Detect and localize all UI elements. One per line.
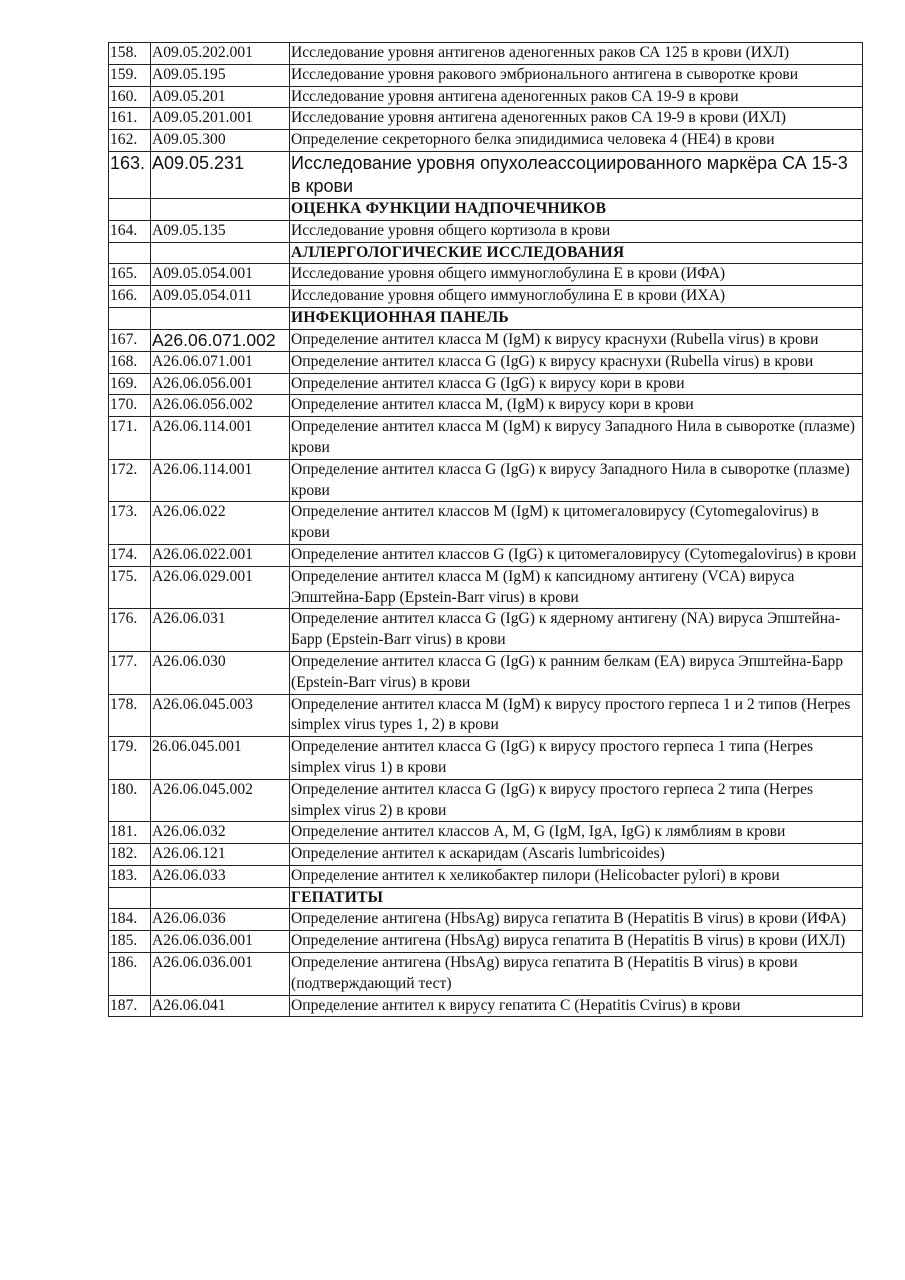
table-row	[109, 108, 863, 130]
row-number: 182.	[109, 844, 151, 866]
service-code: A09.05.054.001	[151, 264, 290, 286]
service-name: Определение антител класса M (IgM) к вирусу простого герпеса 1 и 2 типов (Herpes simplex virus types 1, 2) в крови	[290, 694, 863, 737]
table-row	[109, 694, 863, 737]
service-code: A09.05.201.001	[151, 108, 290, 130]
row-number: 174.	[109, 544, 151, 566]
service-name: Исследование уровня антигена аденогенных раков CA 19-9 в крови (ИХЛ)	[290, 108, 863, 130]
row-number: 168.	[109, 351, 151, 373]
section-title: ГЕПАТИТЫ	[290, 887, 863, 909]
service-code: A09.05.201	[151, 86, 290, 108]
service-code: A26.06.056.001	[151, 373, 290, 395]
row-number: 177.	[109, 651, 151, 694]
service-code: A26.06.032	[151, 822, 290, 844]
table-row	[109, 329, 863, 351]
table-row	[109, 86, 863, 108]
row-number: 171.	[109, 417, 151, 460]
service-code: A09.05.195	[151, 64, 290, 86]
service-code: A09.05.054.011	[151, 286, 290, 308]
service-code: 26.06.045.001	[151, 737, 290, 780]
table-row	[109, 844, 863, 866]
service-code: A26.06.031	[151, 609, 290, 652]
row-number: 176.	[109, 609, 151, 652]
service-code	[151, 198, 290, 220]
row-number: 159.	[109, 64, 151, 86]
service-name: Определение антител к хеликобактер пилори (Helicobacter pylori) в крови	[290, 865, 863, 887]
service-name: Определение антител к аскаридам (Ascaris lumbricoides)	[290, 844, 863, 866]
row-number: 161.	[109, 108, 151, 130]
section-title: ОЦЕНКА ФУНКЦИИ НАДПОЧЕЧНИКОВ	[290, 198, 863, 220]
row-number: 187.	[109, 995, 151, 1017]
section-header-row	[109, 242, 863, 264]
service-name: Определение антител класса G (IgG) к ранним белкам (EA) вируса Эпштейна-Барр (Epstein-Barr virus) в крови	[290, 651, 863, 694]
row-number: 180.	[109, 779, 151, 822]
row-number	[109, 242, 151, 264]
service-code: A26.06.071.002	[151, 329, 290, 351]
section-header-row	[109, 887, 863, 909]
service-name: Определение антител класса M, (IgM) к вирусу кори в крови	[290, 395, 863, 417]
service-code: A26.06.033	[151, 865, 290, 887]
table-row	[109, 351, 863, 373]
table-row	[109, 737, 863, 780]
service-name: Определение секреторного белка эпидидимиса человека 4 (HE4) в крови	[290, 130, 863, 152]
table-row	[109, 502, 863, 545]
service-name: Исследование уровня ракового эмбрионального антигена в сыворотке крови	[290, 64, 863, 86]
service-name: Определение антител класса G (IgG) к вирусу кори в крови	[290, 373, 863, 395]
service-name: Исследование уровня антигенов аденогенных раков СА 125 в крови (ИХЛ)	[290, 43, 863, 65]
row-number	[109, 887, 151, 909]
table-row	[109, 286, 863, 308]
table-row	[109, 931, 863, 953]
row-number: 165.	[109, 264, 151, 286]
row-number: 183.	[109, 865, 151, 887]
row-number: 172.	[109, 459, 151, 502]
row-number: 162.	[109, 130, 151, 152]
table-row	[109, 909, 863, 931]
row-number: 170.	[109, 395, 151, 417]
row-number: 181.	[109, 822, 151, 844]
service-name: Определение антигена (HbsAg) вируса гепатита В (Hepatitis B virus) в крови (ИХЛ)	[290, 931, 863, 953]
row-number: 164.	[109, 220, 151, 242]
service-code: A26.06.114.001	[151, 459, 290, 502]
row-number: 178.	[109, 694, 151, 737]
service-name: Определение антигена (HbsAg) вируса гепатита В (Hepatitis B virus) в крови (ИФА)	[290, 909, 863, 931]
table-row	[109, 220, 863, 242]
table-row	[109, 865, 863, 887]
service-name: Исследование уровня антигена аденогенных раков CA 19-9 в крови	[290, 86, 863, 108]
service-code: A09.05.300	[151, 130, 290, 152]
row-number: 186.	[109, 953, 151, 996]
service-code: A26.06.022	[151, 502, 290, 545]
section-header-row	[109, 307, 863, 329]
row-number: 163.	[109, 151, 151, 198]
service-code: A26.06.036	[151, 909, 290, 931]
service-name: Исследование уровня общего иммуноглобулина Е в крови (ИФА)	[290, 264, 863, 286]
service-code: A26.06.121	[151, 844, 290, 866]
row-number: 184.	[109, 909, 151, 931]
service-code: A26.06.030	[151, 651, 290, 694]
table-row	[109, 459, 863, 502]
table-row	[109, 264, 863, 286]
service-name: Определение антител класса M (IgM) к вирусу Западного Нила в сыворотке (плазме) крови	[290, 417, 863, 460]
table-row	[109, 130, 863, 152]
row-number: 173.	[109, 502, 151, 545]
service-name: Определение антител классов G (IgG) к цитомегаловирусу (Cytomegalovirus) в крови	[290, 544, 863, 566]
service-code	[151, 307, 290, 329]
service-code: A26.06.114.001	[151, 417, 290, 460]
service-name: Определение антител классов A, M, G (IgM, IgA, IgG) к лямблиям в крови	[290, 822, 863, 844]
row-number: 160.	[109, 86, 151, 108]
service-name: Исследование уровня общего кортизола в крови	[290, 220, 863, 242]
services-table	[108, 42, 863, 1017]
service-name: Определение антител классов M (IgM) к цитомегаловирусу (Cytomegalovirus) в крови	[290, 502, 863, 545]
service-code: A26.06.071.001	[151, 351, 290, 373]
row-number: 169.	[109, 373, 151, 395]
row-number	[109, 307, 151, 329]
service-code: A26.06.045.002	[151, 779, 290, 822]
service-code: A09.05.202.001	[151, 43, 290, 65]
row-number: 158.	[109, 43, 151, 65]
service-code: A09.05.231	[151, 151, 290, 198]
table-row	[109, 995, 863, 1017]
service-name: Определение антител класса M (IgM) к вирусу краснухи (Rubella virus) в крови	[290, 329, 863, 351]
table-row	[109, 651, 863, 694]
table-row	[109, 395, 863, 417]
service-name: Исследование уровня опухолеассоциированного маркёра СА 15-3 в крови	[290, 151, 863, 198]
service-name: Определение антител класса G (IgG) к ядерному антигену (NA) вируса Эпштейна-Барр (Epstein-Barr virus) в крови	[290, 609, 863, 652]
table-row	[109, 417, 863, 460]
service-code: A26.06.029.001	[151, 566, 290, 609]
service-name: Определение антигена (HbsAg) вируса гепатита В (Hepatitis B virus) в крови (подтверждающий тест)	[290, 953, 863, 996]
section-header-row	[109, 198, 863, 220]
service-code: A26.06.022.001	[151, 544, 290, 566]
service-name: Исследование уровня общего иммуноглобулина Е в крови (ИХА)	[290, 286, 863, 308]
section-title: АЛЛЕРГОЛОГИЧЕСКИЕ ИССЛЕДОВАНИЯ	[290, 242, 863, 264]
service-code	[151, 242, 290, 264]
table-row	[109, 373, 863, 395]
section-title: ИНФЕКЦИОННАЯ ПАНЕЛЬ	[290, 307, 863, 329]
service-name: Определение антител класса G (IgG) к вирусу краснухи (Rubella virus) в крови	[290, 351, 863, 373]
table-row	[109, 609, 863, 652]
table-row	[109, 779, 863, 822]
row-number: 166.	[109, 286, 151, 308]
row-number: 167.	[109, 329, 151, 351]
table-row	[109, 953, 863, 996]
service-name: Определение антител класса G (IgG) к вирусу простого герпеса 1 типа (Herpes simplex virus 1) в крови	[290, 737, 863, 780]
table-row	[109, 544, 863, 566]
row-number: 179.	[109, 737, 151, 780]
service-name: Определение антител класса M (IgM) к капсидному антигену (VCA) вируса Эпштейна-Барр (Epstein-Barr virus) в крови	[290, 566, 863, 609]
table-row	[109, 822, 863, 844]
service-name: Определение антител класса G (IgG) к вирусу простого герпеса 2 типа (Herpes simplex virus 2) в крови	[290, 779, 863, 822]
service-name: Определение антител к вирусу гепатита С (Hepatitis Cvirus) в крови	[290, 995, 863, 1017]
service-code: A26.06.036.001	[151, 931, 290, 953]
table-row	[109, 151, 863, 198]
row-number: 185.	[109, 931, 151, 953]
service-code: A26.06.036.001	[151, 953, 290, 996]
table-row	[109, 43, 863, 65]
service-code: A26.06.045.003	[151, 694, 290, 737]
service-code: A26.06.041	[151, 995, 290, 1017]
row-number: 175.	[109, 566, 151, 609]
table-row	[109, 64, 863, 86]
service-code: A26.06.056.002	[151, 395, 290, 417]
service-code: A09.05.135	[151, 220, 290, 242]
service-name: Определение антител класса G (IgG) к вирусу Западного Нила в сыворотке (плазме) крови	[290, 459, 863, 502]
row-number	[109, 198, 151, 220]
table-row	[109, 566, 863, 609]
service-code	[151, 887, 290, 909]
